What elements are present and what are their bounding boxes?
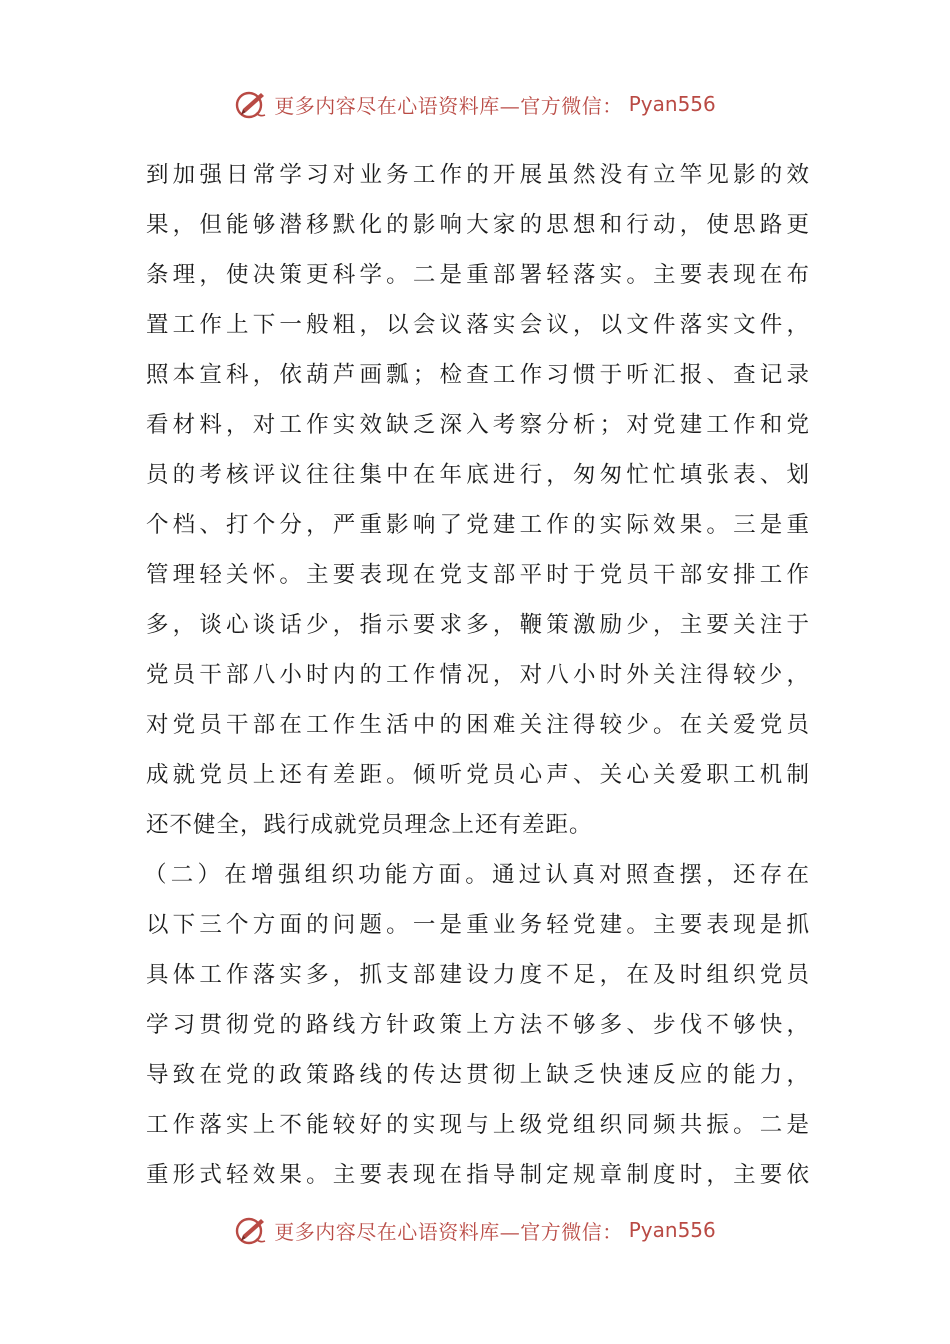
body-line: 照本宣科，依葫芦画瓢；检查工作习惯于听汇报、查记录 (146, 362, 810, 388)
body-line: 条理，使决策更科学。二是重部署轻落实。主要表现在布 (146, 262, 810, 288)
header-banner-text: 更多内容尽在心语资料库—官方微信： (274, 93, 623, 118)
footer-banner (0, 1208, 950, 1252)
body-line-paragraph-end: 还不健全，践行成就党员理念上还有差距。 (146, 812, 593, 838)
body-line: 管理轻关怀。主要表现在党支部平时于党员干部安排工作 (146, 562, 810, 588)
body-line: 多，谈心谈话少，指示要求多，鞭策激励少，主要关注于 (146, 612, 810, 638)
header-banner-inner (234, 87, 716, 121)
header-banner (0, 82, 950, 126)
body-line: 党员干部八小时内的工作情况，对八小时外关注得较少， (146, 662, 810, 688)
footer-banner-inner (234, 1213, 716, 1247)
footer-wechat-id: Pyan556 (628, 1218, 716, 1242)
body-line: 学习贯彻党的路线方针政策上方法不够多、步伐不够快， (146, 1012, 810, 1038)
body-line: 重形式轻效果。主要表现在指导制定规章制度时，主要依 (146, 1162, 810, 1188)
body-line: 到加强日常学习对业务工作的开展虽然没有立竿见影的效 (146, 162, 810, 188)
body-line: 看材料，对工作实效缺乏深入考察分析；对党建工作和党 (146, 412, 810, 438)
body-line: 工作落实上不能较好的实现与上级党组织同频共振。二是 (146, 1112, 810, 1138)
header-wechat-id: Pyan556 (628, 92, 716, 116)
body-line: 员的考核评议往往集中在年底进行，匆匆忙忙填张表、划 (146, 462, 810, 488)
body-line: 果，但能够潜移默化的影响大家的思想和行动，使思路更 (146, 212, 810, 238)
body-line: 成就党员上还有差距。倾听党员心声、关心关爱职工机制 (146, 762, 810, 788)
body-line: 对党员干部在工作生活中的困难关注得较少。在关爱党员 (146, 712, 810, 738)
body-line: 导致在党的政策路线的传达贯彻上缺乏快速反应的能力， (146, 1062, 810, 1088)
pen-logo-icon (234, 87, 268, 121)
body-line: 置工作上下一般粗，以会议落实会议，以文件落实文件， (146, 312, 810, 338)
footer-banner-text: 更多内容尽在心语资料库—官方微信： (274, 1219, 623, 1244)
body-line: 以下三个方面的问题。一是重业务轻党建。主要表现是抓 (146, 912, 810, 938)
pen-logo-icon (234, 1213, 268, 1247)
body-line: 具体工作落实多，抓支部建设力度不足，在及时组织党员 (146, 962, 810, 988)
document-body (146, 150, 810, 1200)
body-line: 个档、打个分，严重影响了党建工作的实际效果。三是重 (146, 512, 810, 538)
body-line-section-heading: （二）在增强组织功能方面。通过认真对照查摆，还存在 (144, 862, 810, 888)
